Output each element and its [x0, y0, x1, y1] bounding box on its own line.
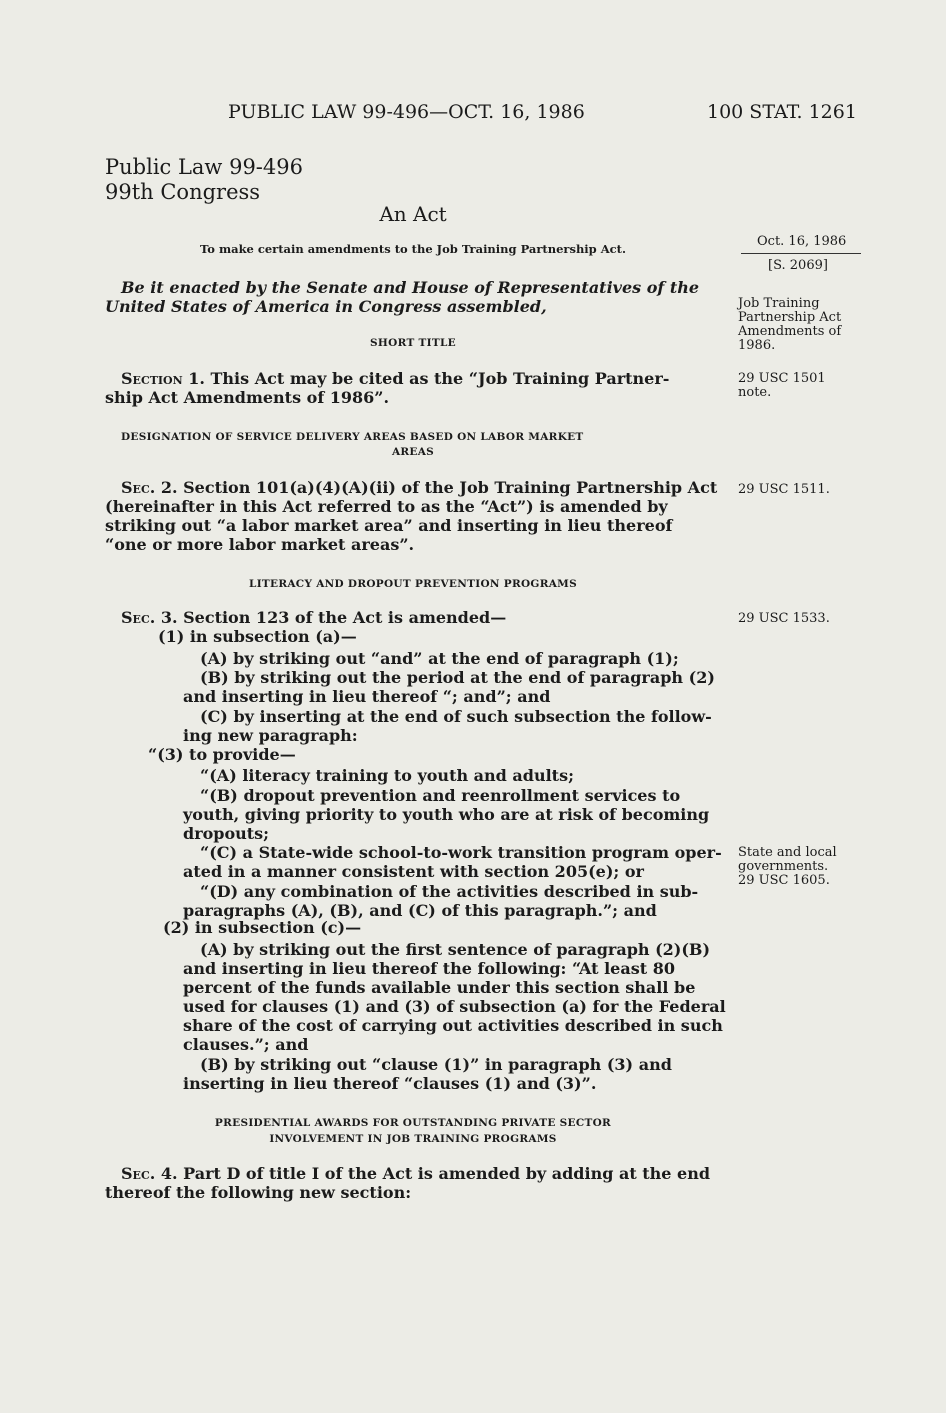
act-title: An Act	[379, 202, 447, 226]
sec2-line-4: “one or more labor market areas”.	[105, 535, 415, 554]
new-paragraph-3-B-2: youth, giving priority to youth who are at risk of becoming	[183, 805, 710, 824]
sec3-line-1	[121, 608, 506, 627]
new-paragraph-3-D-1: “(D) any combination of the activities described in sub-	[200, 882, 699, 901]
heading-designation-line-2: AREAS	[391, 446, 435, 458]
sec2-line-2: (hereinafter in this Act referred to as the “Act”) is amended by	[105, 497, 668, 516]
section-label: Section	[121, 369, 183, 388]
sec3-subsection-a: (1) in subsection (a)—	[158, 627, 357, 646]
margin-note-4-line-1: State and local	[738, 845, 837, 860]
sec3-a-A: (A) by striking out “and” at the end of paragraph (1);	[200, 649, 679, 668]
margin-note-4-line-2: governments.	[738, 859, 829, 874]
sec4-line-1	[121, 1164, 710, 1183]
sec1-line-2: ship Act Amendments of 1986”.	[105, 388, 390, 407]
sec3-c-A-3: percent of the funds available under this section shall be	[183, 978, 696, 997]
margin-short-title-4: 1986.	[738, 338, 776, 353]
enacting-clause-line-1: Be it enacted by the Senate and House of Representatives of the	[121, 278, 700, 297]
sec3-a-B-2: and inserting in lieu thereof “; and”; and	[183, 687, 551, 706]
heading-short-title: SHORT TITLE	[370, 337, 456, 349]
act-purpose: To make certain amendments to the Job Training Partnership Act.	[200, 242, 626, 256]
heading-awards-line-2: INVOLVEMENT IN JOB TRAINING PROGRAMS	[269, 1133, 557, 1145]
running-header-left: PUBLIC LAW 99-496—OCT. 16, 1986	[228, 101, 585, 123]
margin-short-title-3: Amendments of	[738, 324, 842, 339]
margin-note-4-line-3: 29 USC 1605.	[738, 873, 830, 888]
sec1-line-1-text: 1. This Act may be cited as the “Job Training Partner-	[182, 369, 670, 388]
new-paragraph-3-D-2: paragraphs (A), (B), and (C) of this paragraph.”; and	[183, 901, 657, 920]
sec3-c-A-2: and inserting in lieu thereof the following: “At least 80	[183, 959, 675, 978]
sec3-line-1-text: 3. Section 123 of the Act is amended—	[155, 608, 507, 627]
sec2-line-3: striking out “a labor market area” and inserting in lieu thereof	[105, 516, 673, 535]
margin-short-title-2: Partnership Act	[738, 310, 842, 325]
margin-short-title-1: Job Training	[738, 296, 820, 311]
enacting-clause-line-2: United States of America in Congress assembled,	[105, 297, 547, 316]
sec3-a-C-1: (C) by inserting at the end of such subsection the follow-	[200, 707, 712, 726]
section-label: Sec.	[121, 478, 156, 497]
sec3-c-A-5: share of the cost of carrying out activities described in such	[183, 1016, 723, 1035]
margin-rule	[741, 253, 861, 254]
sec2-line-1-text: 2. Section 101(a)(4)(A)(ii) of the Job Training Partnership Act	[155, 478, 718, 497]
margin-note-2: 29 USC 1511.	[738, 482, 830, 497]
sec3-c-A-6: clauses.”; and	[183, 1035, 309, 1054]
margin-note-1-line-2: note.	[738, 385, 772, 400]
sec3-c-B-2: inserting in lieu thereof “clauses (1) and (3)”.	[183, 1074, 597, 1093]
sec1-line-1	[121, 369, 669, 388]
heading-designation-line-1: DESIGNATION OF SERVICE DELIVERY AREAS BASED ON LABOR MARKET	[121, 431, 584, 443]
new-paragraph-3-C-2: ated in a manner consistent with section 205(e); or	[183, 862, 644, 881]
new-paragraph-3-B-3: dropouts;	[183, 824, 270, 843]
sec2-line-1	[121, 478, 717, 497]
running-header-right: 100 STAT. 1261	[707, 101, 857, 123]
new-paragraph-3-C-1: “(C) a State-wide school-to-work transition program oper-	[200, 843, 722, 862]
heading-literacy: LITERACY AND DROPOUT PREVENTION PROGRAMS	[249, 578, 577, 590]
congress-number: 99th Congress	[105, 180, 261, 204]
sec3-a-C-2: ing new paragraph:	[183, 726, 358, 745]
enactment-date: Oct. 16, 1986	[757, 234, 847, 249]
sec4-line-1-text: 4. Part D of title I of the Act is amended by adding at the end	[155, 1164, 711, 1183]
sec3-subsection-c: (2) in subsection (c)—	[163, 918, 362, 937]
sec3-c-B-1: (B) by striking out “clause (1)” in paragraph (3) and	[200, 1055, 672, 1074]
sec3-c-A-1: (A) by striking out the first sentence of paragraph (2)(B)	[200, 940, 711, 959]
sec3-a-B-1: (B) by striking out the period at the end of paragraph (2)	[200, 668, 715, 687]
new-paragraph-3-A: “(A) literacy training to youth and adults;	[200, 766, 574, 785]
margin-note-1-line-1: 29 USC 1501	[738, 371, 826, 386]
public-law-number: Public Law 99-496	[105, 155, 303, 179]
margin-note-3: 29 USC 1533.	[738, 611, 830, 626]
sec3-c-A-4: used for clauses (1) and (3) of subsection (a) for the Federal	[183, 997, 726, 1016]
section-label: Sec.	[121, 1164, 156, 1183]
heading-awards-line-1: PRESIDENTIAL AWARDS FOR OUTSTANDING PRIVATE SECTOR	[214, 1117, 612, 1129]
sec4-line-2: thereof the following new section:	[105, 1183, 412, 1202]
new-paragraph-3: “(3) to provide—	[148, 745, 296, 764]
new-paragraph-3-B-1: “(B) dropout prevention and reenrollment services to	[200, 786, 681, 805]
section-label: Sec.	[121, 608, 156, 627]
bill-number: [S. 2069]	[768, 258, 828, 273]
